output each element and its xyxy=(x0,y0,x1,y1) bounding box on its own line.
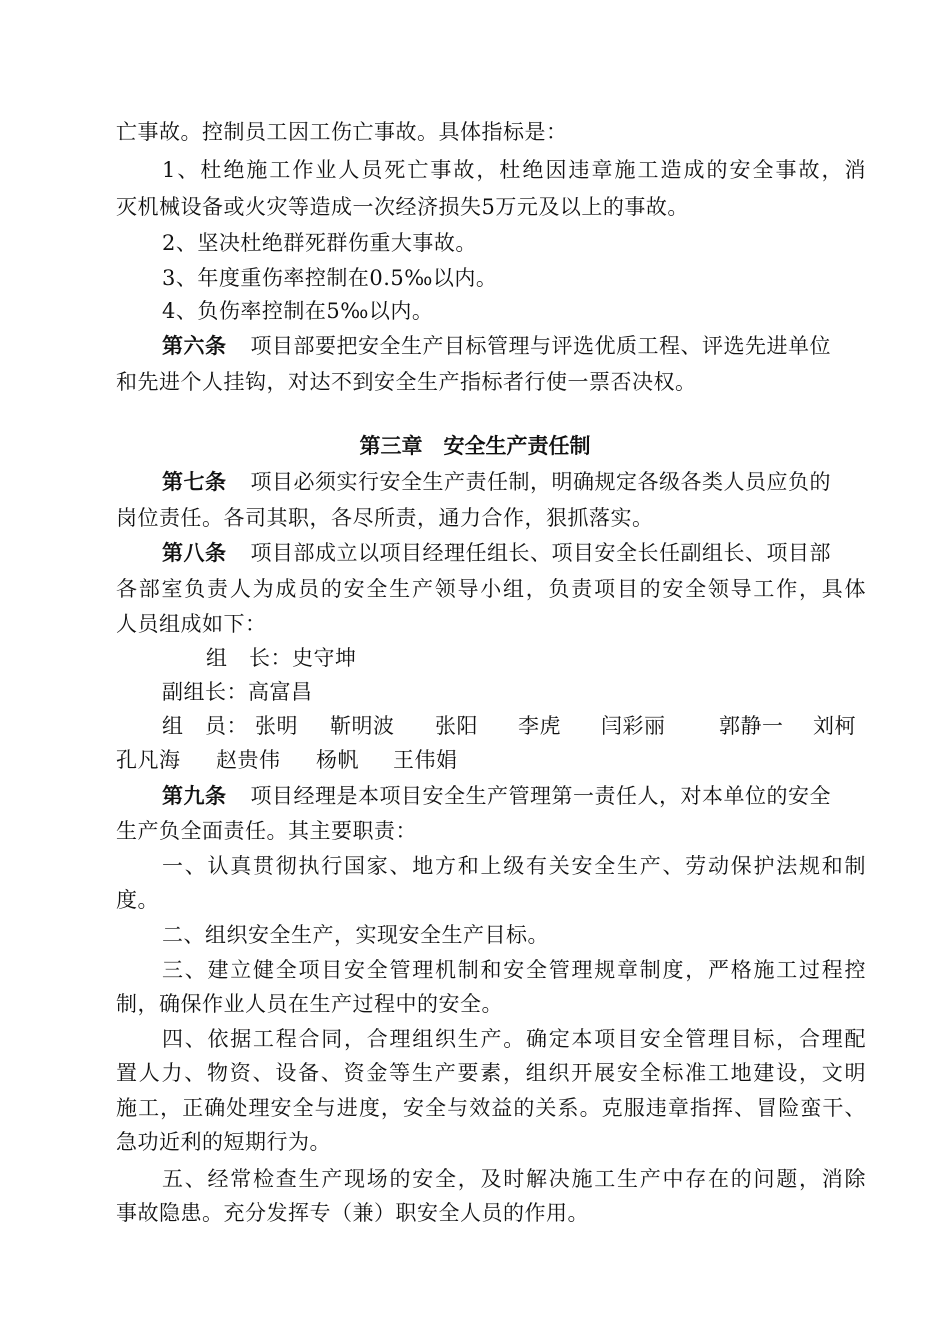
paragraph-line: 2、坚决杜绝群死群伤重大事故。 xyxy=(162,231,477,255)
member-name: 李虎 xyxy=(518,714,561,738)
paragraph-line: 五、经常检查生产现场的安全，及时解决施工生产中存在的问题，消除 xyxy=(162,1167,866,1191)
paragraph-line: 4、负伤率控制在5‰以内。 xyxy=(162,299,434,323)
member-name: 张阳 xyxy=(435,714,478,738)
paragraph-line: 3、年度重伤率控制在0.5‰以内。 xyxy=(162,266,498,290)
article-label: 第九条 xyxy=(162,783,227,808)
leader-label: 组 长： xyxy=(206,646,292,670)
members-label: 组 员： xyxy=(162,714,248,738)
article-label: 第七条 xyxy=(162,469,227,494)
paragraph-line: 四、依据工程合同，合理组织生产。确定本项目安全管理目标，合理配 xyxy=(162,1027,866,1051)
article-6-line xyxy=(162,331,912,361)
article-text: 项目部成立以项目经理任组长、项目安全长任副组长、项目部 xyxy=(250,541,831,565)
paragraph-line: 各部室负责人为成员的安全生产领导小组，负责项目的安全领导工作，具体 xyxy=(116,577,866,601)
paragraph-line: 三、建立健全项目安全管理机制和安全管理规章制度，严格施工过程控 xyxy=(162,958,866,982)
member-name: 王伟娟 xyxy=(393,748,458,772)
article-label: 第六条 xyxy=(162,333,227,358)
article-text: 项目部要把安全生产目标管理与评选优质工程、评选先进单位 xyxy=(250,334,831,358)
paragraph-line: 亡事故。控制员工因工伤亡事故。具体指标是： xyxy=(116,120,568,144)
deputy-name: 高富昌 xyxy=(248,680,313,704)
paragraph-line: 一、认真贯彻执行国家、地方和上级有关安全生产、劳动保护法规和制 xyxy=(162,854,866,878)
paragraph-line: 和先进个人挂钩，对达不到安全生产指标者行使一票否决权。 xyxy=(116,370,697,394)
paragraph-line: 制，确保作业人员在生产过程中的安全。 xyxy=(116,992,503,1016)
paragraph-line: 灭机械设备或火灾等造成一次经济损失5万元及以上的事故。 xyxy=(116,195,689,219)
article-7-line xyxy=(162,467,912,497)
paragraph-line: 1、杜绝施工作业人员死亡事故，杜绝因违章施工造成的安全事故，消 xyxy=(162,158,866,182)
member-name: 孔凡海 xyxy=(116,748,181,772)
paragraph-line: 急功近利的短期行为。 xyxy=(116,1130,331,1154)
leader-line xyxy=(206,643,950,673)
chapter-heading: 第三章 安全生产责任制 xyxy=(359,433,591,458)
deputy-label: 副组长： xyxy=(162,680,248,704)
article-8-line xyxy=(162,538,912,568)
paragraph-line: 生产负全面责任。其主要职责： xyxy=(116,819,417,843)
member-name: 闫彩丽 xyxy=(601,714,666,738)
article-text: 项目经理是本项目安全生产管理第一责任人，对本单位的安全 xyxy=(250,784,831,808)
paragraph-line: 置人力、物资、设备、资金等生产要素，组织开展安全标准工地建设，文明 xyxy=(116,1061,866,1085)
article-label: 第八条 xyxy=(162,540,227,565)
member-name: 刘柯 xyxy=(813,714,856,738)
member-name: 靳明波 xyxy=(330,714,395,738)
paragraph-line: 事故隐患。充分发挥专（兼）职安全人员的作用。 xyxy=(116,1201,589,1225)
deputy-line xyxy=(162,677,912,707)
paragraph-line: 岗位责任。各司其职，各尽所责，通力合作，狠抓落实。 xyxy=(116,506,654,530)
paragraph-line: 施工，正确处理安全与进度，安全与效益的关系。克服违章指挥、冒险蛮干、 xyxy=(116,1096,866,1120)
paragraph-line: 二、组织安全生产，实现安全生产目标。 xyxy=(162,923,549,947)
member-name: 赵贵伟 xyxy=(216,748,281,772)
paragraph-line: 度。 xyxy=(116,888,159,912)
member-name: 杨帆 xyxy=(316,748,359,772)
article-text: 项目必须实行安全生产责任制，明确规定各级各类人员应负的 xyxy=(250,470,831,494)
member-name: 郭静一 xyxy=(719,714,784,738)
article-9-line xyxy=(162,781,912,811)
leader-name: 史守坤 xyxy=(292,646,357,670)
member-name: 张明 xyxy=(255,714,298,738)
paragraph-line: 人员组成如下： xyxy=(116,612,267,636)
